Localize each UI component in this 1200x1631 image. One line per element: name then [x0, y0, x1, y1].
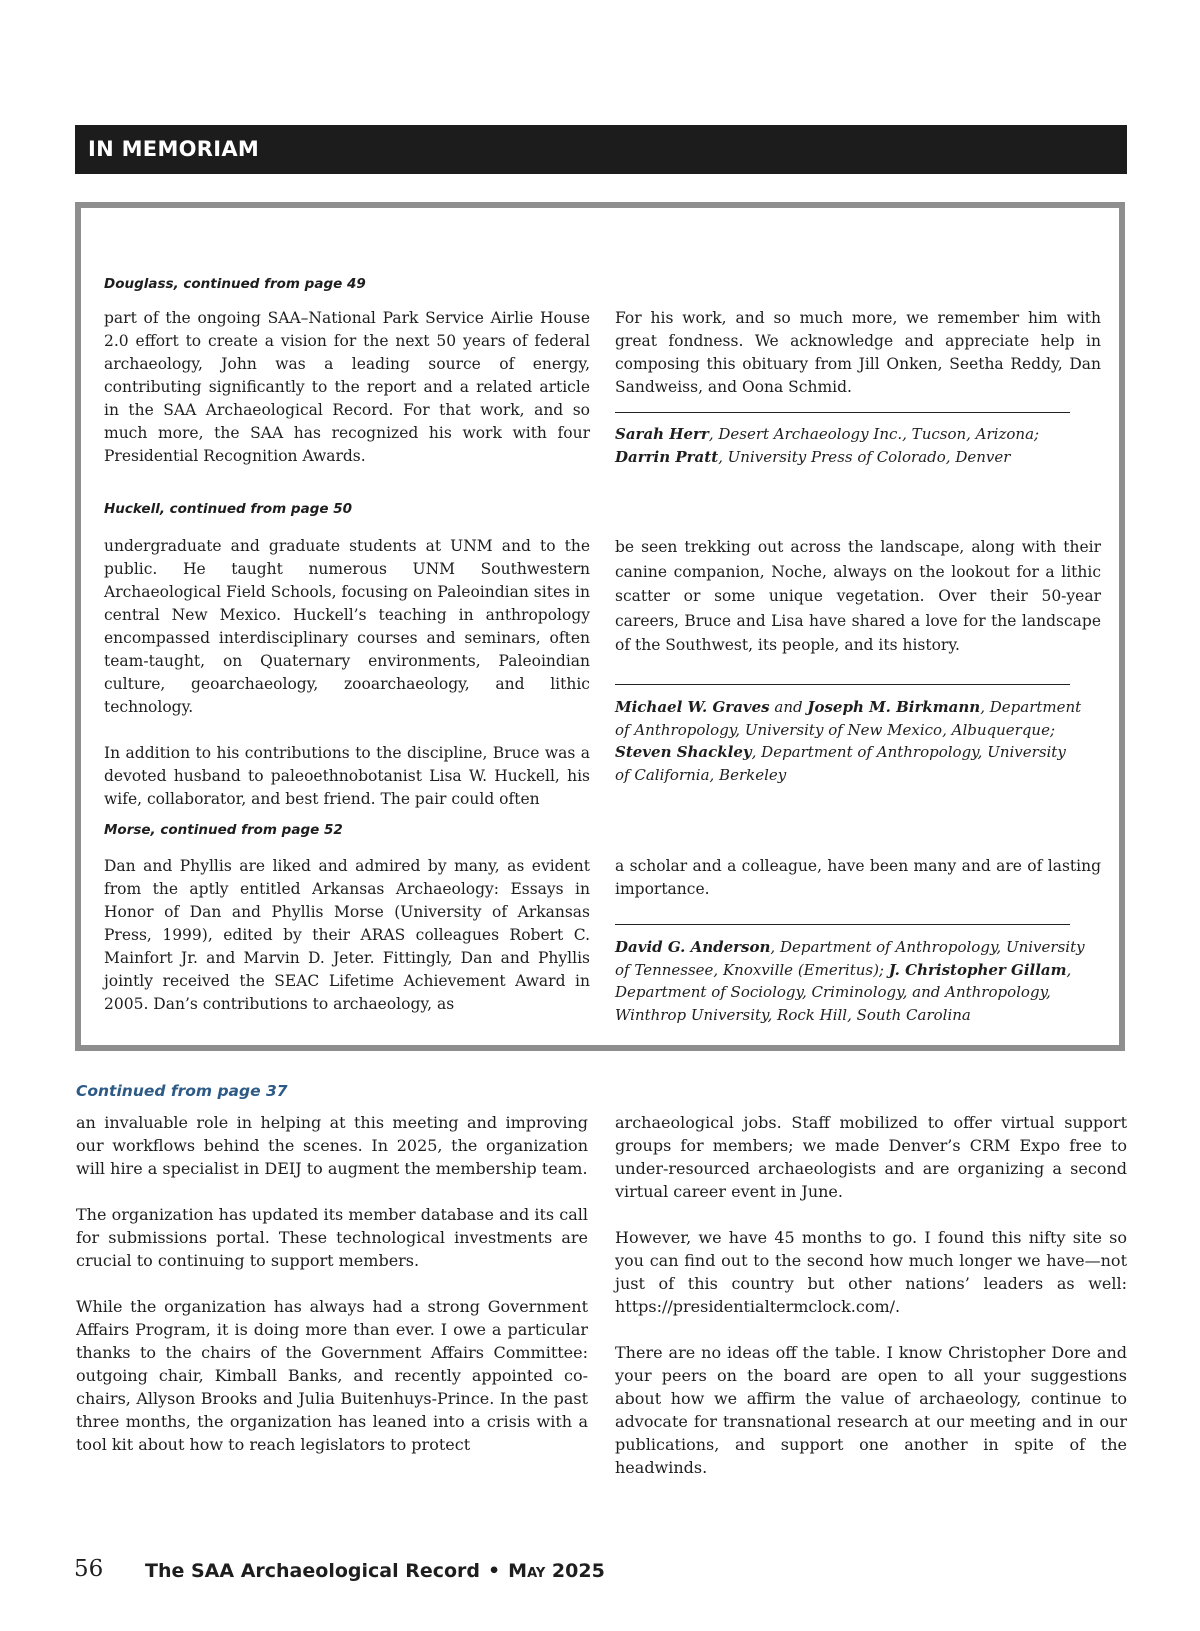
- morse-right-paragraph: a scholar and a colleague, have been many and are of lasting importance.: [615, 857, 1101, 898]
- continued-right-column: [615, 1111, 1127, 1479]
- continued-paragraph: There are no ideas off the table. I know Christopher Dore and your peers on the board are open to all your suggestions about how we affirm the value of archaeology, continue to advocate for transnational research at our meeting and in our publications, and support one another in spite of the headwinds.: [615, 1343, 1127, 1477]
- author-name: Joseph M. Birkmann: [807, 698, 981, 716]
- author-affiliation: , Department of Anthropology, University of Tennessee, Knoxville (Emeritus);: [615, 938, 1085, 979]
- author-name: Darrin Pratt: [615, 447, 719, 466]
- morse-left-paragraph: Dan and Phyllis are liked and admired by many, as evident from the aptly entitled Arkansas Archaeology: Essays in Honor of Dan and Phyllis Morse (University of Arkansas Press, 1999), edited by their ARAS colleagues Robert C. Mainfort Jr. and Marvin D. Jeter. Fittingly, Dan and Phyllis jointly received the SEAC Lifetime Achievement Award in 2005. Dan’s contributions to archaeology, as: [104, 857, 590, 1013]
- author-affiliation: , Department of Sociology, Criminology, and Anthropology, Winthrop University, Rock Hill, South Carolina: [615, 960, 1072, 1024]
- author-name: Michael W. Graves: [615, 698, 770, 716]
- author-affiliation: , Desert Archaeology Inc., Tucson, Arizona;: [708, 425, 1040, 443]
- douglass-left-column: [104, 307, 590, 468]
- morse-signature-rule: [615, 924, 1070, 925]
- page-footer: [74, 1556, 605, 1586]
- journal-title-line: [145, 1560, 605, 1582]
- morse-heading: Morse, continued from page 52: [104, 822, 343, 838]
- douglass-signature-rule: [615, 412, 1070, 413]
- huckell-left-paragraph: In addition to his contributions to the discipline, Bruce was a devoted husband to paleoethnobotanist Lisa W. Huckell, his wife, collaborator, and best friend. The pair could often: [104, 744, 590, 808]
- huckell-right-column: [615, 535, 1101, 658]
- footer-bullet: •: [488, 1560, 501, 1582]
- douglass-right-paragraph: For his work, and so much more, we remember him with great fondness. We acknowledge and appreciate help in composing this obituary from Jill Onken, Seetha Reddy, Dan Sandweiss, and Oona Schmid.: [615, 309, 1101, 396]
- morse-signature: [615, 936, 1085, 1026]
- section-banner: IN MEMORIAM: [75, 125, 1127, 174]
- page-number: 56: [74, 1556, 104, 1582]
- continued-paragraph: an invaluable role in helping at this meeting and improving our workflows behind the scenes. In 2025, the organization will hire a specialist in DEIJ to augment the membership team.: [76, 1113, 588, 1178]
- author-affiliation: , University Press of Colorado, Denver: [718, 447, 1011, 466]
- journal-title: The SAA Archaeological Record: [145, 1560, 481, 1582]
- continued-paragraph: The organization has updated its member database and its call for submissions portal. These technological investments are crucial to continuing to support members.: [76, 1205, 588, 1270]
- continued-paragraph: archaeological jobs. Staff mobilized to offer virtual support groups for members; we made Denver’s CRM Expo free to under-resourced archaeologists and are organizing a second virtual career event in June.: [615, 1113, 1127, 1201]
- huckell-left-column: [104, 535, 590, 811]
- author-name: Sarah Herr: [615, 425, 709, 443]
- author-name: Steven Shackley: [615, 743, 752, 761]
- continued-paragraph: While the organization has always had a strong Government Affairs Program, it is doing more than ever. I owe a particular thanks to the chairs of the Government Affairs Committee: outgoing chair, Kimball Banks, and recently appointed co-chairs, Allyson Brooks and Julia Buitenhuys-Prince. In the past three months, the organization has leaned into a crisis with a tool kit about how to reach legislators to protect: [76, 1297, 588, 1454]
- huckell-signature: [615, 696, 1085, 786]
- continued-paragraph: However, we have 45 months to go. I found this nifty site so you can find out to the second how much longer we have—not just of this country but other nations’ leaders as well: https://presidentialtermclock.com/.: [615, 1228, 1127, 1316]
- douglass-heading: Douglass, continued from page 49: [104, 276, 366, 292]
- huckell-signature-rule: [615, 684, 1070, 685]
- issue-date: May 2025: [508, 1560, 605, 1582]
- continued-left-column: [76, 1111, 588, 1456]
- huckell-heading: Huckell, continued from page 50: [104, 501, 353, 517]
- douglass-left-paragraph: part of the ongoing SAA–National Park Service Airlie House 2.0 effort to create a vision for the next 50 years of federal archaeology, John was a leading source of energy, contributing significantly to the report and a related article in the SAA Archaeological Record. For that work, and so much more, the SAA has recognized his work with four Presidential Recognition Awards.: [104, 309, 590, 465]
- morse-right-column: [615, 855, 1101, 901]
- author-affiliation: , Department of Anthropology, University of California, Berkeley: [615, 743, 1066, 784]
- huckell-left-paragraph: undergraduate and graduate students at UNM and to the public. He taught numerous UNM Southwestern Archaeological Field Schools, focusing on Paleoindian sites in central New Mexico. Huckell’s teaching in anthropology encompassed interdisciplinary courses and seminars, often team-taught, on Quaternary environments, Paleoindian culture, geoarchaeology, zooarchaeology, and lithic technology.: [104, 537, 590, 716]
- author-name: David G. Anderson: [615, 938, 771, 956]
- douglass-signature: [615, 423, 1085, 468]
- continued-heading: Continued from page 37: [76, 1082, 288, 1100]
- huckell-right-paragraph: be seen trekking out across the landscape, along with their canine companion, Noche, always on the lookout for a lithic scatter or some unique vegetation. Over their 50-year careers, Bruce and Lisa have shared a love for the landscape of the Southwest, its people, and its history.: [615, 538, 1101, 654]
- douglass-right-column: [615, 307, 1101, 399]
- author-affiliation: , Department of Anthropology, University of New Mexico, Albuquerque;: [615, 698, 1082, 739]
- author-affiliation: and: [769, 698, 808, 716]
- author-name: J. Christopher Gillam: [888, 960, 1067, 979]
- morse-left-column: [104, 855, 590, 1016]
